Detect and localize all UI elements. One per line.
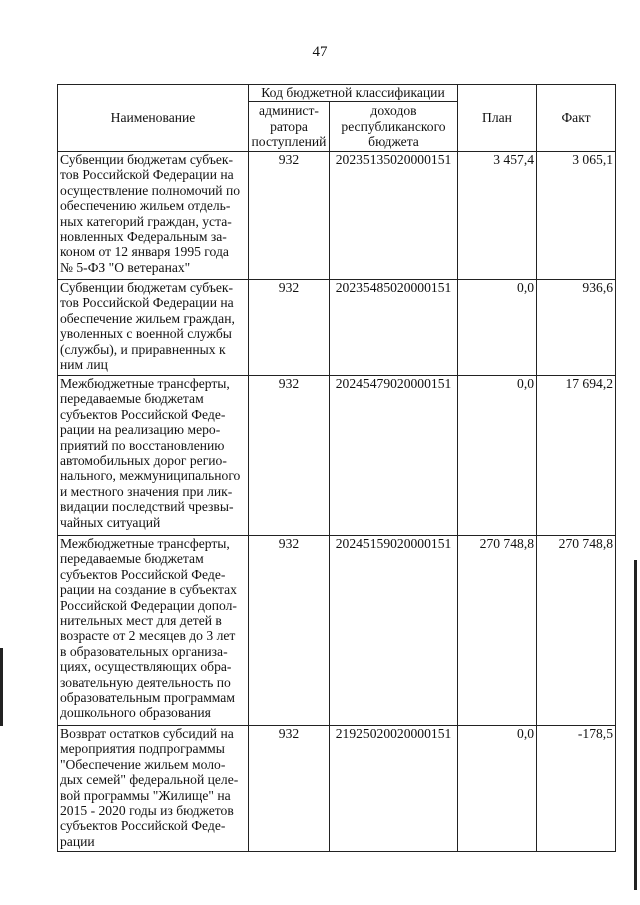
row-name: Субвенции бюджетам субъек- тов Российской Федерации на осуществление полномочий по обеспечению жильем отдель- ных категорий граждан, уста- новленных Федеральным за- коном от 12 января 1995 года № 5-ФЗ "О ветеранах" <box>58 152 249 280</box>
header-plan: План <box>458 85 537 152</box>
header-code-group: Код бюджетной классификации <box>249 85 458 102</box>
row-name: Межбюджетные трансферты, передаваемые бюджетам субъектов Российской Феде- рации на реализацию меро- приятий по восстановлению автомобильных дорог регио- нального, межмуниципального и местного значения при лик- видации последствий чрезвы- чайных ситуаций <box>58 376 249 536</box>
row-plan: 3 457,4 <box>458 152 537 280</box>
row-plan: 0,0 <box>458 280 537 376</box>
scan-edge-mark-left <box>0 648 3 726</box>
row-name: Межбюджетные трансферты, передаваемые бюджетам субъектов Российской Феде- рации на создание в субъектах Российской Федерации допол- нительных мест для детей в возрасте от 2 месяцев до 3 лет в образовательных организа- циях, осуществляющих обра- зовательную деятельность по образовательным программам дошкольного образования <box>58 536 249 726</box>
row-plan: 270 748,8 <box>458 536 537 726</box>
table-row <box>58 376 616 536</box>
row-admin-code: 932 <box>249 376 330 536</box>
table-row <box>58 726 616 852</box>
row-admin-code: 932 <box>249 536 330 726</box>
budget-table <box>57 84 616 852</box>
table-body <box>58 152 616 852</box>
row-income-code: 20235135020000151 <box>330 152 458 280</box>
page-number: 47 <box>312 44 328 60</box>
row-admin-code: 932 <box>249 280 330 376</box>
row-income-code: 20235485020000151 <box>330 280 458 376</box>
table-row <box>58 152 616 280</box>
header-fact: Факт <box>537 85 616 152</box>
table-row <box>58 280 616 376</box>
row-fact: 3 065,1 <box>537 152 616 280</box>
row-income-code: 20245479020000151 <box>330 376 458 536</box>
table-header <box>58 85 616 152</box>
row-name: Возврат остатков субсидий на мероприятия подпрограммы "Обеспечение жильем моло- дых семей" федеральной целе- вой программы "Жилище" на 2015 - 2020 годы из бюджетов субъектов Российской Феде- рации <box>58 726 249 852</box>
header-name: Наименование <box>58 85 249 152</box>
row-name: Субвенции бюджетам субъек- тов Российской Федерации на обеспечение жильем граждан, уволенных с военной службы (службы), и приравненных к ним лиц <box>58 280 249 376</box>
row-fact: 17 694,2 <box>537 376 616 536</box>
row-plan: 0,0 <box>458 726 537 852</box>
row-income-code: 20245159020000151 <box>330 536 458 726</box>
row-plan: 0,0 <box>458 376 537 536</box>
row-fact: -178,5 <box>537 726 616 852</box>
row-admin-code: 932 <box>249 152 330 280</box>
table-row <box>58 536 616 726</box>
row-admin-code: 932 <box>249 726 330 852</box>
header-admin: админист- ратора поступлений <box>249 102 330 152</box>
row-fact: 936,6 <box>537 280 616 376</box>
row-income-code: 21925020020000151 <box>330 726 458 852</box>
row-fact: 270 748,8 <box>537 536 616 726</box>
scan-edge-mark-right <box>634 560 637 890</box>
header-income: доходов республиканского бюджета <box>330 102 458 152</box>
